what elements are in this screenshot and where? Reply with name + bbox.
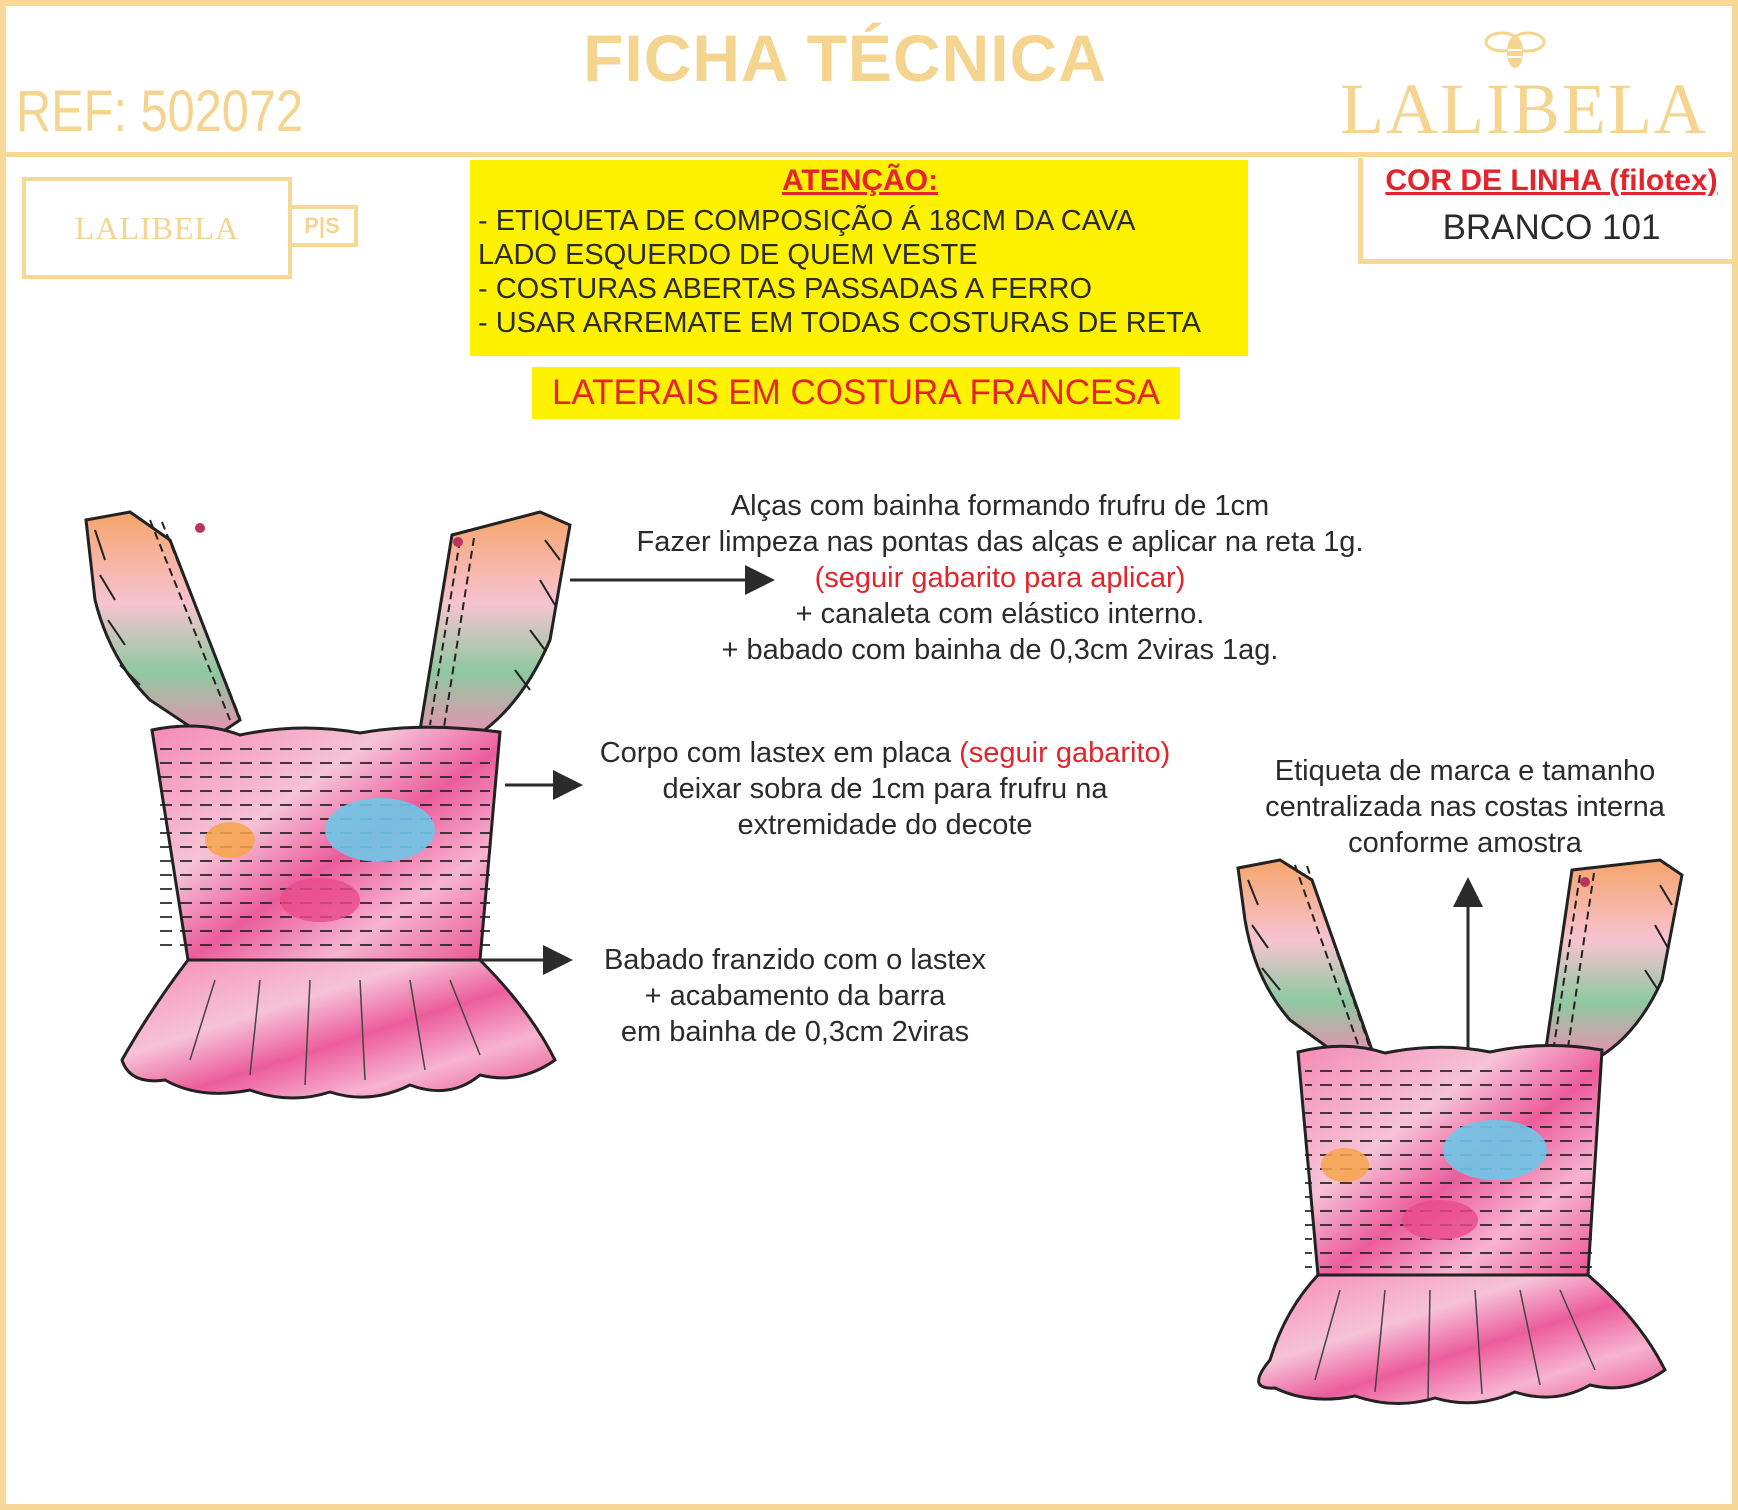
straps-note-template: (seguir gabarito para aplicar) — [814, 562, 1186, 594]
label-tag-brand: LALIBELA — [74, 209, 240, 246]
brand-logo: LALIBELA — [1340, 69, 1708, 149]
back-garment-drawing — [1238, 860, 1682, 1404]
thread-color-value: BRANCO 101 — [1442, 208, 1661, 247]
back-label-note — [1230, 753, 1700, 861]
attention-title: ATENÇÃO: — [781, 164, 939, 197]
thread-color-title: COR DE LINHA (filotex) — [1385, 164, 1718, 197]
attention-line: - USAR ARREMATE EM TODAS COSTURAS DE RETA — [478, 307, 1201, 339]
straps-note-line: Alças com bainha formando frufru de 1cm — [730, 490, 1270, 522]
ruffle-note — [560, 942, 1030, 1050]
body-note — [540, 735, 1230, 843]
straps-note — [560, 488, 1440, 668]
back-label-note-line: centralizada nas costas interna — [1265, 791, 1665, 823]
body-note-template: (seguir gabarito) — [959, 737, 1171, 769]
ruffle-note-line: Babado franzido com o lastex — [603, 944, 987, 976]
page-title: FICHA TÉCNICA — [583, 21, 1107, 95]
back-label-note-line: Etiqueta de marca e tamanho — [1274, 755, 1656, 787]
back-label-note-line: conforme amostra — [1348, 827, 1582, 859]
body-note-line: deixar sobra de 1cm para frufru na — [662, 773, 1108, 805]
ruffle-note-line: em bainha de 0,3cm 2viras — [620, 1016, 970, 1048]
attention-line: - COSTURAS ABERTAS PASSADAS A FERRO — [478, 273, 1092, 305]
front-garment-drawing — [86, 512, 570, 1098]
body-note-line: extremidade do decote — [737, 809, 1033, 841]
size-tag: P|S — [290, 205, 358, 247]
body-note-line: Corpo com lastex em placa — [599, 737, 960, 769]
reference-code: REF: 502072 — [16, 79, 304, 144]
attention-line: - ETIQUETA DE COMPOSIÇÃO Á 18CM DA CAVA — [478, 205, 1136, 237]
ruffle-note-line: + acabamento da barra — [644, 980, 946, 1012]
straps-note-line: + babado com bainha de 0,3cm 2viras 1ag. — [721, 634, 1279, 666]
straps-note-line: Fazer limpeza nas pontas das alças e aplicar na reta 1g. — [636, 526, 1364, 558]
lateral-seam-note: LATERAIS EM COSTURA FRANCESA — [532, 367, 1180, 419]
attention-line: LADO ESQUERDO DE QUEM VESTE — [478, 239, 978, 271]
straps-note-line: + canaleta com elástico interno. — [795, 598, 1205, 630]
